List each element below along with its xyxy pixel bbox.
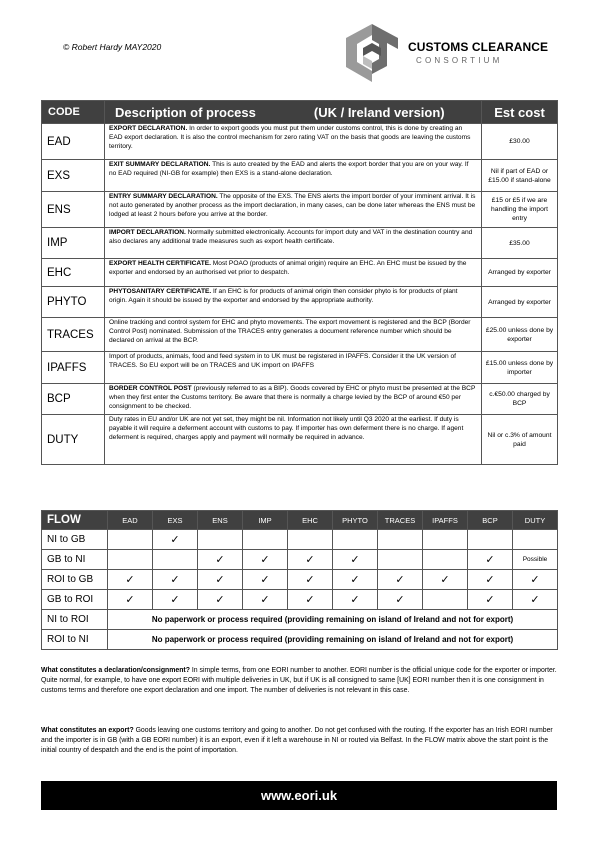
flow-cell: Possible xyxy=(513,550,558,570)
process-cost: £30.00 xyxy=(482,124,558,160)
flow-route: ROI to GB xyxy=(42,570,108,590)
flow-cell xyxy=(468,530,513,550)
logo-title: CUSTOMS CLEARANCE xyxy=(408,40,549,54)
flow-column-header: EAD xyxy=(108,511,153,530)
flow-cell xyxy=(378,550,423,570)
check-icon: ✓ xyxy=(198,590,243,610)
logo-icon xyxy=(343,22,401,84)
process-row xyxy=(42,415,558,465)
paragraph-declaration xyxy=(41,666,557,696)
process-code: IMP xyxy=(42,228,105,259)
flow-cell xyxy=(243,530,288,550)
paragraph-question: What constitutes an export? xyxy=(41,727,134,734)
flow-route: NI to GB xyxy=(42,530,108,550)
flow-cell xyxy=(288,530,333,550)
flow-cell xyxy=(423,530,468,550)
process-cost: £15 or £5 if we are handling the import entry xyxy=(482,192,558,228)
process-description xyxy=(105,160,482,192)
process-text: This is auto created by the EAD and alerts the export border that you are on your way. If no EAD required (NI-GB for example) then EXS is a stand-alone declaration. xyxy=(109,161,469,177)
header-code: CODE xyxy=(42,101,105,124)
process-cost: Nil or c.3% of amount paid xyxy=(482,415,558,465)
flow-column-header: EHC xyxy=(288,511,333,530)
process-code: DUTY xyxy=(42,415,105,465)
check-icon: ✓ xyxy=(288,590,333,610)
process-cost: £25.00 unless done by exporter xyxy=(482,318,558,352)
process-code: PHYTO xyxy=(42,287,105,318)
check-icon: ✓ xyxy=(108,570,153,590)
process-title: EXPORT HEALTH CERTIFICATE. xyxy=(109,260,211,267)
flow-route: GB to ROI xyxy=(42,590,108,610)
process-title: EXIT SUMMARY DECLARATION. xyxy=(109,161,211,168)
flow-row xyxy=(42,590,558,610)
process-row xyxy=(42,352,558,384)
check-icon: ✓ xyxy=(243,590,288,610)
check-icon: ✓ xyxy=(333,590,378,610)
process-text: Most POAO (products of animal origin) require an EHC. An EHC must be issued by the exporter and endorsed by an authorised vet prior to despatch. xyxy=(109,260,467,276)
header-desc-left: Description of process xyxy=(115,104,256,120)
process-description xyxy=(105,287,482,318)
check-icon: ✓ xyxy=(333,570,378,590)
flow-route: NI to ROI xyxy=(42,610,108,630)
process-text: The opposite of the EXS. The ENS alerts the import border of your imminent arrival. It is not auto generated by another process as the import declaration, in many cases, can be done later whereas the ENS must be lodged at least 2 hours before you arrive at the border. xyxy=(109,193,476,218)
process-title: ENTRY SUMMARY DECLARATION. xyxy=(109,193,218,200)
process-cost: Arranged by exporter xyxy=(482,287,558,318)
flow-note: No paperwork or process required (providing remaining on island of Ireland and not for export) xyxy=(108,610,558,630)
flow-cell xyxy=(513,530,558,550)
flow-column-header: IMP xyxy=(243,511,288,530)
process-row xyxy=(42,192,558,228)
paragraph-question: What constitutes a declaration/consignment? xyxy=(41,667,190,674)
flow-column-header: TRACES xyxy=(378,511,423,530)
process-cost: £15.00 unless done by importer xyxy=(482,352,558,384)
process-cost: c.€50.00 charged by BCP xyxy=(482,384,558,415)
process-text: Normally submitted electronically. Accounts for import duty and VAT in the destination country and also declares any additional trade measures such as export health certificate. xyxy=(109,229,473,245)
process-description xyxy=(105,415,482,465)
process-code: IPAFFS xyxy=(42,352,105,384)
header-desc-right: (UK / Ireland version) xyxy=(313,104,445,120)
process-table xyxy=(41,100,558,465)
check-icon: ✓ xyxy=(423,570,468,590)
process-code: EHC xyxy=(42,259,105,287)
check-icon: ✓ xyxy=(288,550,333,570)
footer-url[interactable]: www.eori.uk xyxy=(260,788,338,803)
process-row xyxy=(42,318,558,352)
flow-note: No paperwork or process required (providing remaining on island of Ireland and not for export) xyxy=(108,630,558,650)
process-table-header xyxy=(42,101,558,124)
footer-banner xyxy=(41,781,557,810)
process-row xyxy=(42,228,558,259)
check-icon: ✓ xyxy=(468,590,513,610)
flow-header: FLOW xyxy=(42,511,108,530)
flow-column-header: PHYTO xyxy=(333,511,378,530)
flow-row xyxy=(42,550,558,570)
process-code: BCP xyxy=(42,384,105,415)
flow-route: GB to NI xyxy=(42,550,108,570)
process-cost: Nil if part of EAD or £15.00 if stand-alone xyxy=(482,160,558,192)
check-icon: ✓ xyxy=(468,570,513,590)
check-icon: ✓ xyxy=(243,550,288,570)
flow-column-header: BCP xyxy=(468,511,513,530)
check-icon: ✓ xyxy=(243,570,288,590)
process-title: BORDER CONTROL POST xyxy=(109,385,192,392)
check-icon: ✓ xyxy=(378,570,423,590)
header-description xyxy=(105,101,482,124)
process-title: EXPORT DECLARATION. xyxy=(109,125,188,132)
process-description xyxy=(105,352,482,384)
flow-cell xyxy=(108,550,153,570)
check-icon: ✓ xyxy=(513,590,558,610)
process-row xyxy=(42,124,558,160)
flow-cell xyxy=(378,530,423,550)
check-icon: ✓ xyxy=(108,590,153,610)
process-code: EXS xyxy=(42,160,105,192)
flow-cell xyxy=(108,530,153,550)
process-row xyxy=(42,384,558,415)
logo-subtitle: CONSORTIUM xyxy=(416,56,503,65)
process-text: Duty rates in EU and/or UK are not yet set, they might be nil. Information not likely until Q3 2020 at the earliest. If duty is payable it will require a deferment account with customs to pay. If importer has own deferment there is no charge. If agent deferment is required, charges apply and payment will normally be required in advance. xyxy=(109,416,464,441)
process-row xyxy=(42,259,558,287)
paragraph-export xyxy=(41,726,557,756)
flow-row xyxy=(42,630,558,650)
process-description xyxy=(105,259,482,287)
flow-cell xyxy=(423,590,468,610)
flow-column-header: EXS xyxy=(153,511,198,530)
flow-column-header: IPAFFS xyxy=(423,511,468,530)
flow-row xyxy=(42,530,558,550)
process-description xyxy=(105,228,482,259)
process-description xyxy=(105,384,482,415)
flow-route: ROI to NI xyxy=(42,630,108,650)
process-row xyxy=(42,287,558,318)
flow-row xyxy=(42,610,558,630)
check-icon: ✓ xyxy=(153,570,198,590)
process-code: ENS xyxy=(42,192,105,228)
process-text: In order to export goods you must put them under customs control, this is done by creating an EAD export declaration. It is also the control mechanism for zero rating VAT on the basis that goods are leaving the customs territory. xyxy=(109,125,471,150)
check-icon: ✓ xyxy=(153,530,198,550)
check-icon: ✓ xyxy=(153,590,198,610)
flow-column-header: ENS xyxy=(198,511,243,530)
flow-cell xyxy=(423,550,468,570)
process-row xyxy=(42,160,558,192)
flow-cell xyxy=(153,550,198,570)
flow-row xyxy=(42,570,558,590)
check-icon: ✓ xyxy=(378,590,423,610)
flow-table-header xyxy=(42,511,558,530)
process-title: IMPORT DECLARATION. xyxy=(109,229,186,236)
flow-cell xyxy=(333,530,378,550)
process-code: EAD xyxy=(42,124,105,160)
process-title: PHYTOSANITARY CERTIFICATE. xyxy=(109,288,212,295)
copyright-text: © Robert Hardy MAY2020 xyxy=(63,42,162,52)
check-icon: ✓ xyxy=(198,550,243,570)
header-cost: Est cost xyxy=(482,101,558,124)
process-code: TRACES xyxy=(42,318,105,352)
paragraph-answer: In simple terms, from one EORI number to another. EORI number is the official unique code for the exporter or importer. Quite normal, for example, to have one export EORI with multiple deliveries in UK, but if UK is all consigned to same [UK] EORI number then it is one consignment in customs terms and therefore one export declaration and one import. The number of deliveries is not relevant in this case. xyxy=(41,667,557,694)
process-cost: Arranged by exporter xyxy=(482,259,558,287)
check-icon: ✓ xyxy=(468,550,513,570)
process-description xyxy=(105,124,482,160)
process-description xyxy=(105,192,482,228)
process-text: (previously referred to as a BIP). Goods covered by EHC or phyto must be presented at the BCP when they first enter the Customs territory. Be aware that there is normally a charge levied by the BCP of around €50 per consignment to be checked. xyxy=(109,385,476,410)
check-icon: ✓ xyxy=(288,570,333,590)
flow-column-header: DUTY xyxy=(513,511,558,530)
check-icon: ✓ xyxy=(513,570,558,590)
process-cost: £35.00 xyxy=(482,228,558,259)
process-description xyxy=(105,318,482,352)
check-icon: ✓ xyxy=(198,570,243,590)
flow-table xyxy=(41,510,558,650)
process-text: Import of products, animals, food and feed system in to UK must be registered in IPAFFS. Consider it the UK version of TRACES. So EU export will be on TRACES and UK import on IPAFFS xyxy=(109,353,456,369)
process-text: Online tracking and control system for EHC and phyto movements. The export movement is registered and the BCP (Border Control Post) nominated. Submission of the TRACES entry generates a document reference number which should be declared on arrival at the BCP. xyxy=(109,319,471,344)
flow-cell xyxy=(198,530,243,550)
paragraph-answer: Goods leaving one customs territory and going to another. Do not get confused with the routing. If the exporter has an Irish EORI number and the importer is in GB (with a GB EORI number) it is an export, even if it left a warehouse in NI or routed via Belfast. In the FLOW matrix above the start point is the initial country of despatch and the end is the point of importation. xyxy=(41,727,553,754)
check-icon: ✓ xyxy=(333,550,378,570)
process-text: If an EHC is for products of animal origin then consider phyto is for products of plant origin. Again it should be issued by the exporter and endorsed by the appropriate authority. xyxy=(109,288,458,304)
